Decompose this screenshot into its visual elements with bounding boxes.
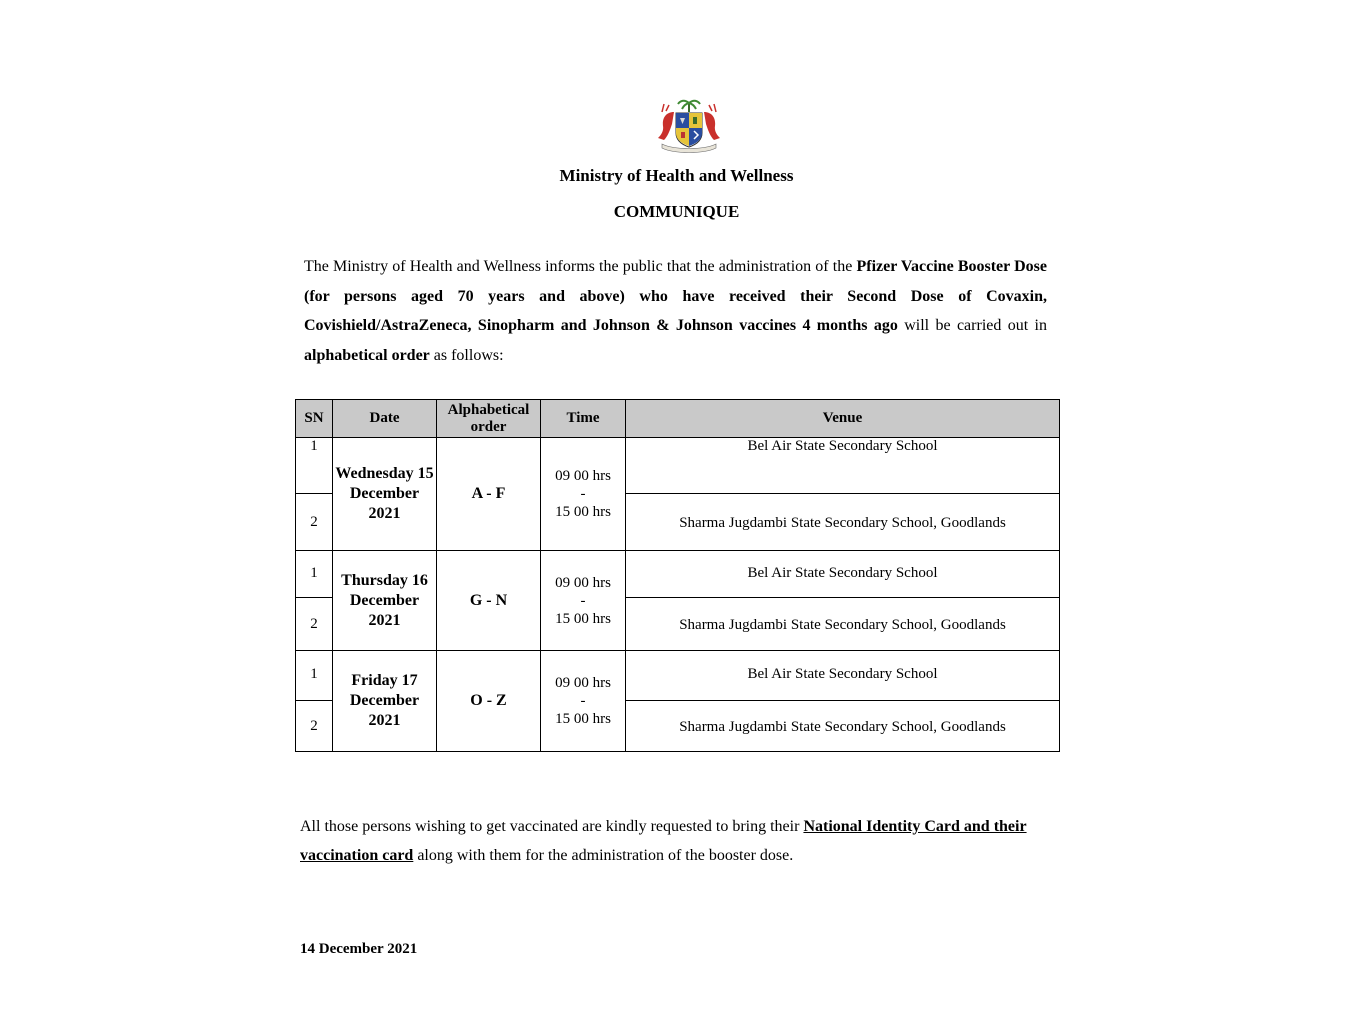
date-cell: Friday 17 December 2021 bbox=[333, 651, 437, 752]
sn-cell: 2 bbox=[296, 701, 333, 752]
header-alphabetical-order: Alphabetical order bbox=[437, 400, 541, 438]
time-cell bbox=[541, 651, 626, 752]
time-end: 15 00 hrs bbox=[555, 504, 611, 520]
time-end: 15 00 hrs bbox=[555, 610, 611, 627]
date-cell: Wednesday 15 December 2021 bbox=[333, 438, 437, 551]
sn-cell: 1 bbox=[296, 551, 333, 598]
intro-text-3: as follows: bbox=[429, 346, 504, 364]
intro-text-2: will be carried out in bbox=[897, 317, 1047, 334]
venue-cell: Sharma Jugdambi State Secondary School, Goodlands bbox=[626, 701, 1060, 752]
venue-cell: Sharma Jugdambi State Secondary School, Goodlands bbox=[626, 598, 1060, 651]
intro-bold-1: Pfizer Vaccine Booster Dose (for persons aged 70 years and above) who have received their Second Dose of Covaxin, Covishield/AstraZeneca, Sinopharm and Johnson & Johnson vaccines 4 months ago bbox=[304, 258, 1047, 334]
time-start: 09 00 hrs bbox=[555, 574, 611, 591]
time-separator: - bbox=[580, 693, 586, 709]
table-header-row bbox=[296, 400, 1060, 438]
sn-cell: 1 bbox=[296, 651, 333, 701]
alphabetical-order-cell: O - Z bbox=[437, 651, 541, 752]
intro-paragraph bbox=[304, 252, 1047, 370]
instructions-paragraph bbox=[300, 812, 1050, 870]
venue-cell: Bel Air State Secondary School bbox=[626, 438, 1060, 494]
venue-cell: Bel Air State Secondary School bbox=[626, 551, 1060, 598]
required-documents: National Identity Card and their vaccination card bbox=[300, 818, 1027, 864]
sn-cell: 1 bbox=[296, 438, 333, 494]
communique-date: 14 December 2021 bbox=[300, 941, 418, 957]
time-separator: - bbox=[580, 486, 586, 502]
intro-bold-2: alphabetical order bbox=[304, 346, 430, 364]
venue-cell: Bel Air State Secondary School bbox=[626, 651, 1060, 701]
alphabetical-order-cell: G - N bbox=[437, 551, 541, 651]
ministry-heading: Ministry of Health and Wellness bbox=[559, 166, 794, 185]
time-cell bbox=[541, 551, 626, 651]
intro-text-1: The Ministry of Health and Wellness informs the public that the administration of the bbox=[304, 258, 857, 275]
time-separator: - bbox=[580, 592, 586, 609]
time-cell bbox=[541, 438, 626, 551]
sn-cell: 2 bbox=[296, 494, 333, 551]
time-start: 09 00 hrs bbox=[555, 675, 611, 691]
table-row bbox=[296, 438, 1060, 494]
communique-heading: COMMUNIQUE bbox=[613, 202, 740, 221]
schedule-table bbox=[295, 399, 1060, 752]
table-row bbox=[296, 651, 1060, 701]
time-end: 15 00 hrs bbox=[555, 711, 611, 727]
header-date: Date bbox=[333, 400, 437, 438]
alphabetical-order-cell: A - F bbox=[437, 438, 541, 551]
header-time: Time bbox=[541, 400, 626, 438]
venue-cell: Sharma Jugdambi State Secondary School, Goodlands bbox=[626, 494, 1060, 551]
date-cell: Thursday 16 December 2021 bbox=[333, 551, 437, 651]
outro-text-2: along with them for the administration of the booster dose. bbox=[413, 847, 794, 864]
header-sn: SN bbox=[296, 400, 333, 438]
header-venue: Venue bbox=[626, 400, 1060, 438]
sn-cell: 2 bbox=[296, 598, 333, 651]
outro-text-1: All those persons wishing to get vaccinated are kindly requested to bring their bbox=[300, 818, 804, 835]
table-row bbox=[296, 551, 1060, 598]
time-start: 09 00 hrs bbox=[555, 468, 611, 484]
coat-of-arms-emblem bbox=[654, 98, 724, 156]
